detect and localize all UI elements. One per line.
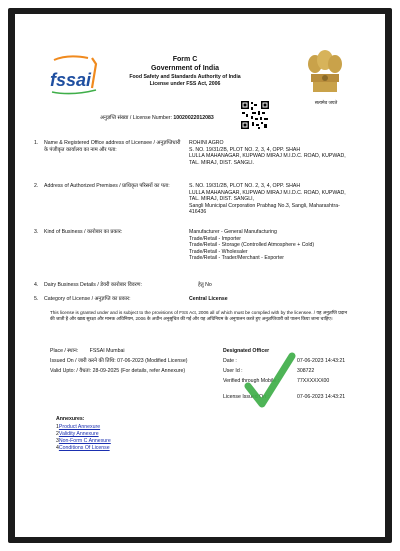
annexure-number: 3: [56, 438, 59, 444]
officer-issued-label: License Issued On :: [223, 394, 269, 400]
form-title: Form C: [172, 56, 198, 63]
valid-label: Valid Upto: / वैधता:: [50, 368, 92, 374]
authority-title: Food Safety and Standards Authority of India: [129, 74, 241, 80]
place-row: [50, 348, 125, 355]
officer-user-label: User Id :: [223, 368, 243, 374]
qr-code-icon: [240, 100, 270, 130]
emblem-caption: सत्यमेव जयते: [314, 100, 338, 105]
officer-user-value: 308722: [297, 368, 315, 374]
national-emblem-icon: [303, 46, 347, 106]
officer-issued-value: 07-06-2023 14:43:21: [297, 394, 346, 400]
validity-annexure-link[interactable]: Validity Annexure: [58, 431, 99, 437]
valid-row: [50, 368, 185, 375]
fssai-logo-icon: [48, 52, 102, 96]
license-notice: This license is granted under and is subject to the provisions of FSS Act, 2006 all of which must be complied with by the licensee. / यह अनुज्ञप्ति प्रदान की जाती है और खाद्य सुरक्षा और मानक अधिनियम, 2006 के अधीन अनुसूचित की गई और यह अधिनियम के अनुपालन करते हुए अनुज्ञप्तिधारी को पालन किया जाना चाहिए।: [50, 310, 347, 321]
annexures-title: Annexures:: [56, 416, 85, 422]
officer-date-value: 07-06-2023 14:43:21: [297, 358, 346, 364]
annexure-item[interactable]: [56, 445, 110, 452]
field-4-number: 4.: [34, 282, 39, 288]
field-4-value: हेतु No: [198, 282, 212, 288]
logo-text: fssai: [50, 70, 92, 90]
field-2-number: 2.: [34, 183, 39, 189]
officer-title: Designated Officer: [223, 348, 270, 354]
license-number-row: [100, 115, 214, 122]
product-annexure-link[interactable]: Product Annexure: [58, 424, 101, 430]
green-checkmark-icon: [244, 350, 296, 412]
field-1-label: Name & Registered Office address of Licensee / अनुज्ञप्तिधारी के पंजीकृत कार्यालय का नाम और पता:: [44, 140, 181, 153]
field-4-label: Dairy Business Details / डेयरी कारोबार विवरण:: [44, 282, 142, 288]
issued-row: [50, 358, 188, 365]
field-1-number: 1.: [34, 140, 39, 146]
place-label: Place / स्थान:: [50, 348, 79, 354]
field-5-number: 5.: [34, 296, 39, 302]
annexure-number: 2: [56, 431, 59, 437]
issued-value: 07-06-2023 (Modified License): [117, 358, 188, 364]
annexure-item[interactable]: [56, 438, 111, 445]
field-1-value: ROHINI AGRO S. NO. 19/31/2B, PLOT NO. 2, 3, 4, OPP. SHAH LULLA MAHANAGAR, KUPWAD MIRAJ M.I.D.C. ROAD, KUPWAD, TAL. MIRAJ, DIST. SANGLI.: [189, 140, 346, 166]
issued-label: Issued On / जारी करने की तिथि:: [50, 358, 116, 364]
annexure-number: 1: [56, 424, 59, 430]
license-number-label: अनुज्ञप्ति संख्या / License Number:: [100, 115, 172, 121]
field-5-label: Category of License / अनुज्ञप्ति का प्रकार:: [44, 296, 131, 302]
officer-date-label: Date :: [223, 358, 237, 364]
annexure-number: 4: [56, 445, 59, 451]
government-title: Government of India: [150, 65, 220, 72]
field-2-label: Address of Authorized Premises / प्राधिकृत परिसरों का पता:: [44, 183, 170, 189]
field-2-value: S. NO. 19/31/2B, PLOT NO. 2, 3, 4, OPP. SHAH LULLA MAHANAGAR, KUPWAD MIRAJ M.I.D.C. ROAD, KUPWAD, TAL. MIRAJ, DIST. SANGLI, Sangli Municipal Corporation Prabhag No.3, Sangli, Maharashtra-416436: [189, 183, 346, 216]
license-number-value: 10020022012083: [173, 115, 214, 121]
annexure-item[interactable]: [56, 431, 99, 438]
act-title: License under FSS Act, 2006: [149, 81, 221, 87]
officer-verified-value: 77XXXXXX00: [297, 378, 330, 384]
non-form-c-annexure-link[interactable]: Non-Form C Annexure: [58, 438, 111, 444]
place-value: FSSAI Mumbai: [89, 348, 125, 354]
field-3-label: Kind of Business / कारोबार का प्रकार:: [44, 229, 123, 235]
conditions-of-license-link[interactable]: Conditions Of License: [58, 445, 110, 451]
field-3-value: Manufacturer - General Manufacturing Trade/Retail - Importer Trade/Retail - Storage (Controlled Atmosphere + Cold) Trade/Retail - Wholesaler Trade/Retail - Trader/Merchant - Exporter: [189, 229, 315, 262]
annexure-item[interactable]: [56, 424, 100, 431]
field-3-number: 3.: [34, 229, 39, 235]
officer-verified-label: Verified through Mobile :: [223, 378, 279, 384]
field-5-value: Central License: [189, 296, 228, 302]
valid-value: 28-09-2025 (For details, refer Annexure): [92, 368, 186, 374]
